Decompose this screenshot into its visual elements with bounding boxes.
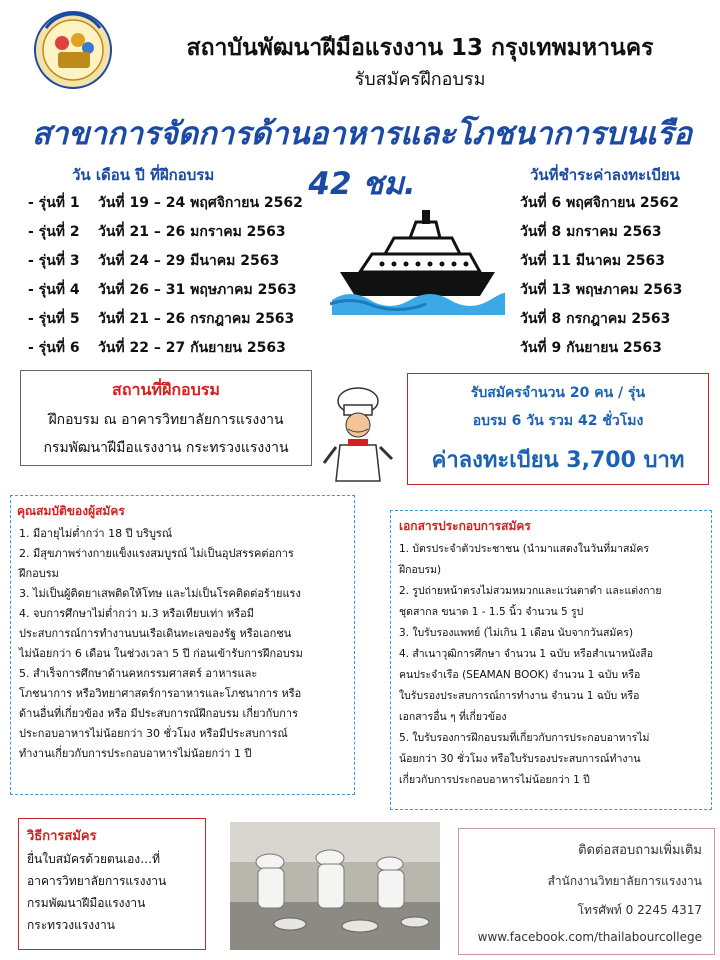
document-line: 5. ใบรับรองการฝึกอบรมที่เกี่ยวกับการประกอบอาหารไม่ bbox=[399, 732, 650, 744]
qualification-line: ด้านอื่นที่เกี่ยวข้อง หรือ มีประสบการณ์ฝึกอบรม เกี่ยวกับการ bbox=[19, 707, 298, 720]
chef-illustration bbox=[318, 385, 398, 485]
institute-title: สถาบันพัฒนาฝีมือแรงงาน 13 กรุงเทพมหานคร bbox=[186, 35, 654, 61]
enrollment-box bbox=[407, 373, 709, 485]
apply-line: กระทรวงแรงงาน bbox=[27, 918, 115, 932]
round-row: - รุ่นที่ 6 วันที่ 22 – 27 กันยายน 2563 bbox=[28, 340, 286, 356]
venue-line: กรมพัฒนาฝีมือแรงงาน กระทรวงแรงงาน bbox=[43, 440, 289, 456]
contact-office: สำนักงานวิทยาลัยการแรงงาน bbox=[547, 874, 702, 888]
venue-line: ฝึกอบรม ณ อาคารวิทยาลัยการแรงงาน bbox=[48, 412, 284, 428]
course-title: สาขาการจัดการด้านอาหารและโภชนาการบนเรือ 42 ชม. bbox=[31, 116, 693, 202]
department-logo bbox=[18, 10, 128, 90]
round-row: - รุ่นที่ 1 วันที่ 19 – 24 พฤศจิกายน 2562 bbox=[28, 195, 303, 211]
contact-web-link[interactable]: www.facebook.com/thailabourcollege bbox=[477, 930, 702, 944]
apply-line: อาคารวิทยาลัยการแรงงาน bbox=[27, 874, 167, 888]
document-line: ฝึกอบรม) bbox=[399, 564, 442, 576]
round-row: - รุ่นที่ 3 วันที่ 24 – 29 มีนาคม 2563 bbox=[28, 253, 280, 269]
qualification-line: โภชนาการ หรือวิทยาศาสตร์การอาหารและโภชนาการ หรือ bbox=[19, 687, 302, 700]
duration-text: อบรม 6 วัน รวม 42 ชั่วโมง bbox=[472, 413, 644, 429]
document-line: ชุดสากล ขนาด 1 - 1.5 นิ้ว จำนวน 5 รูป bbox=[399, 606, 584, 618]
apply-box bbox=[18, 818, 206, 950]
qualifications-heading: คุณสมบัติของผู้สมัคร bbox=[17, 504, 125, 518]
capacity-text: รับสมัครจำนวน 20 คน / รุ่น bbox=[470, 385, 646, 401]
pay-date-header: วันที่ชำระค่าลงทะเบียน bbox=[530, 166, 680, 184]
document-line: เกี่ยวกับการประกอบอาหารไม่น้อยกว่า 1 ปี bbox=[399, 774, 590, 786]
subtitle: รับสมัครฝึกอบรม bbox=[354, 69, 486, 90]
fee-text: ค่าลงทะเบียน 3,700 บาท bbox=[431, 448, 685, 473]
pay-date: วันที่ 9 กันยายน 2563 bbox=[520, 340, 662, 356]
document-line: 1. บัตรประจำตัวประชาชน (นำมาแสดงในวันที่มาสมัคร bbox=[399, 543, 650, 555]
pay-date: วันที่ 13 พฤษภาคม 2563 bbox=[520, 282, 683, 298]
document-line: เอกสารอื่น ๆ ที่เกี่ยวข้อง bbox=[399, 711, 507, 723]
qualification-line: ฝึกอบรม bbox=[19, 567, 59, 580]
pay-date: วันที่ 8 มกราคม 2563 bbox=[520, 224, 662, 240]
round-row: - รุ่นที่ 5 วันที่ 21 – 26 กรกฎาคม 2563 bbox=[28, 311, 295, 327]
qualification-line: ไม่น้อยกว่า 6 เดือน ในช่วงเวลา 5 ปี ก่อนเข้ารับการฝึกอบรม bbox=[19, 647, 303, 660]
document-line: 2. รูปถ่ายหน้าตรงไม่สวมหมวกและแว่นตาดำ และแต่งกาย bbox=[399, 585, 662, 597]
venue-heading: สถานที่ฝึกอบรม bbox=[112, 380, 220, 399]
document-line: ใบรับรองประสบการณ์การทำงาน จำนวน 1 ฉบับ หรือ bbox=[399, 690, 640, 702]
pay-date: วันที่ 8 กรกฎาคม 2563 bbox=[520, 311, 671, 327]
qualification-line: ประกอบอาหารไม่น้อยกว่า 30 ชั่วโมง หรือมีประสบการณ์ bbox=[19, 727, 288, 740]
venue-box bbox=[20, 370, 312, 466]
qualifications-box bbox=[10, 495, 355, 795]
train-date-header: วัน เดือน ปี ที่ฝึกอบรม bbox=[72, 166, 215, 184]
apply-line: กรมพัฒนาฝีมือแรงงาน bbox=[27, 896, 146, 910]
contact-box bbox=[458, 828, 715, 955]
document-line: 4. สำเนาวุฒิการศึกษา จำนวน 1 ฉบับ หรือสำเนาหนังสือ bbox=[399, 648, 654, 660]
documents-box bbox=[390, 510, 712, 810]
document-line: 3. ใบรับรองแพทย์ (ไม่เกิน 1 เดือน นับจากวันสมัคร) bbox=[399, 627, 634, 639]
cruise-ship-icon bbox=[330, 200, 505, 315]
document-line: น้อยกว่า 30 ชั่วโมง หรือใบรับรองประสบการณ์ทำงาน bbox=[399, 753, 641, 765]
pay-date: วันที่ 6 พฤศจิกายน 2562 bbox=[520, 195, 679, 211]
qualification-line: 1. มีอายุไม่ต่ำกว่า 18 ปี บริบูรณ์ bbox=[19, 527, 173, 540]
contact-phone: โทรศัพท์ 0 2245 4317 bbox=[577, 903, 702, 917]
apply-line: ยื่นใบสมัครด้วยตนเอง…ที่ bbox=[27, 852, 161, 866]
documents-heading: เอกสารประกอบการสมัคร bbox=[399, 519, 531, 533]
contact-heading: ติดต่อสอบถามเพิ่มเติม bbox=[578, 843, 702, 858]
qualification-line: 2. มีสุขภาพร่างกายแข็งแรงสมบูรณ์ ไม่เป็นอุปสรรคต่อการ bbox=[19, 547, 294, 560]
qualification-line: ทำงานเกี่ยวกับการประกอบอาหารไม่น้อยกว่า 1 ปี bbox=[19, 747, 252, 760]
qualification-line: 4. จบการศึกษาไม่ต่ำกว่า ม.3 หรือเทียบเท่า หรือมี bbox=[19, 607, 254, 620]
document-line: คนประจำเรือ (SEAMAN BOOK) จำนวน 1 ฉบับ หรือ bbox=[399, 669, 641, 681]
round-row: - รุ่นที่ 2 วันที่ 21 – 26 มกราคม 2563 bbox=[28, 224, 286, 240]
round-row: - รุ่นที่ 4 วันที่ 26 – 31 พฤษภาคม 2563 bbox=[28, 282, 297, 298]
pay-date: วันที่ 11 มีนาคม 2563 bbox=[520, 253, 665, 269]
qualification-line: ประสบการณ์การทำงานบนเรือเดินทะเลของรัฐ หรือเอกชน bbox=[19, 627, 292, 640]
kitchen-training-photo bbox=[230, 822, 440, 950]
qualification-line: 5. สำเร็จการศึกษาด้านคหกรรมศาสตร์ อาหารและ bbox=[19, 667, 258, 680]
apply-heading: วิธีการสมัคร bbox=[27, 829, 97, 844]
qualification-line: 3. ไม่เป็นผู้ติดยาเสพติดให้โทษ และไม่เป็นโรคติดต่อร้ายแรง bbox=[19, 587, 301, 600]
